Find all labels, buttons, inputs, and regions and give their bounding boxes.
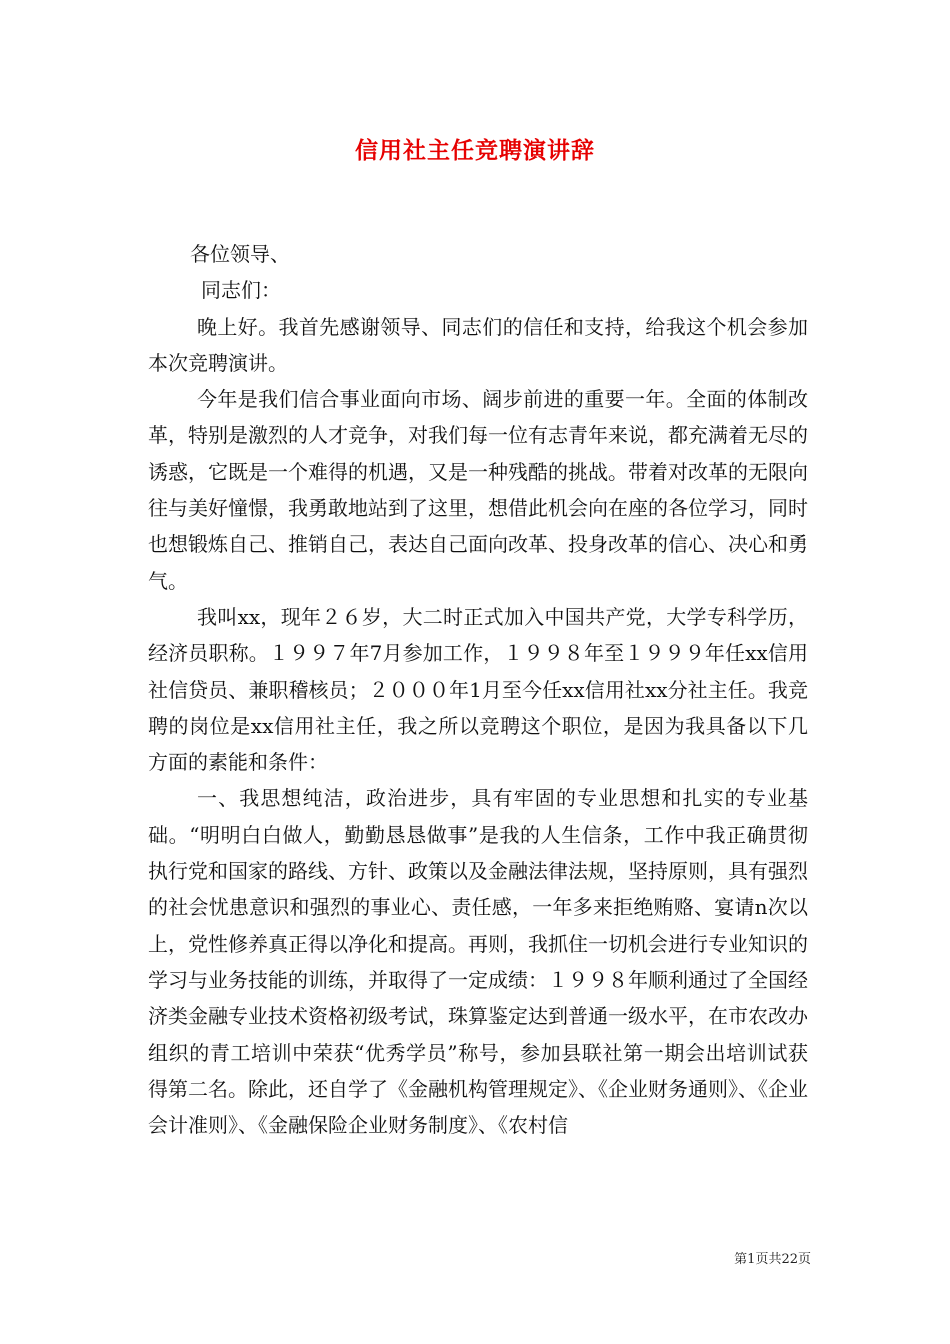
salutation-line-1: 各位领导、 [190, 242, 290, 266]
paragraph-reform: 今年是我们信合事业面向市场、阔步前进的重要一年。全面的体制改革，特别是激烈的人才竞争，对我们每一位有志青年来说，都充满着无尽的诱惑，它既是一个难得的机遇，又是一种残酷的挑战。带着对改革的无限向往与美好憧憬，我勇敢地站到了这里，想借此机会向在座的各位学习，同时也想锻炼自己、推销自己，表达自己面向改革、投身改革的信心、决心和勇气。 [148, 387, 808, 593]
paragraph-qualification-one: 一、我思想纯洁，政治进步，具有牢固的专业思想和扎实的专业基础。“明明白白做人，勤勤恳恳做事”是我的人生信条，工作中我正确贯彻执行党和国家的路线、方针、政策以及金融法律法规，坚持原则，具有强烈的社会忧患意识和强烈的事业心、责任感，一年多来拒绝贿赂、宴请n次以上，党性修养真正得以净化和提高。再则，我抓住一切机会进行专业知识的学习与业务技能的训练，并取得了一定成绩：１９９８年顺利通过了全国经济类金融专业技术资格初级考试，珠算鉴定达到普通一级水平，在市农改办组织的青工培训中荣获“优秀学员”称号，参加县联社第一期会出培训试获得第二名。除此，还自学了《金融机构管理规定》、《企业财务通则》、《企业会计准则》、《金融保险企业财务制度》、《农村信 [148, 786, 808, 1138]
document-body [148, 236, 808, 1143]
page-number: 第1页共22页 [734, 1252, 811, 1267]
document-title: 信用社主任竞聘演讲辞 [355, 137, 595, 164]
salutation-line-2: 同志们： [201, 278, 281, 303]
paragraph-introduction: 我叫xx，现年２６岁，大二时正式加入中国共产党，大学专科学历，经济员职称。１９９７年7月参加工作，１９９８年至１９９９年任xx信用社信贷员、兼职稽核员；２０００年1月至今任xx信用社xx分社主任。我竞聘的岗位是xx信用社主任，我之所以竞聘这个职位，是因为我具备以下几方面的素能和条件： [148, 604, 808, 775]
paragraph-greeting: 晚上好。我首先感谢领导、同志们的信任和支持，给我这个机会参加本次竞聘演讲。 [148, 314, 808, 375]
